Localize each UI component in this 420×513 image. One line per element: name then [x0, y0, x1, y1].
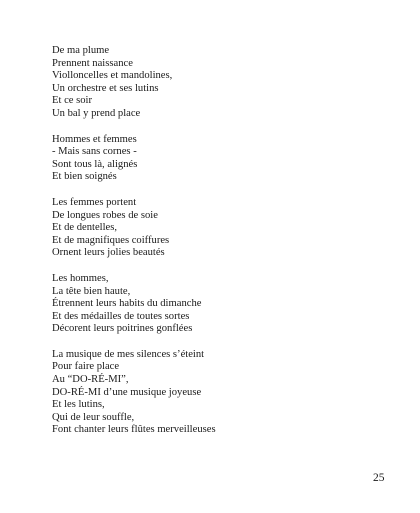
- poem-line: Sont tous là, alignés: [52, 158, 138, 170]
- poem-line: Étrennent leurs habits du dimanche: [52, 298, 202, 310]
- page-number: 25: [373, 472, 385, 484]
- poem-line: DO-RÉ-MI d’une musique joyeuse: [52, 386, 202, 398]
- stanza-3: [52, 197, 382, 260]
- poem-line: La musique de mes silences s’éteint: [52, 348, 205, 360]
- poem-line: Violloncelles et mandolines,: [52, 70, 173, 82]
- poem-line: - Mais sans cornes -: [52, 146, 137, 158]
- poem-line: Prennent naissance: [52, 57, 133, 69]
- poem-line: Hommes et femmes: [52, 133, 137, 145]
- poem-line: Les hommes,: [52, 272, 109, 284]
- poem-line: De ma plume: [52, 45, 110, 56]
- poem-line: De longues robes de soie: [52, 209, 158, 221]
- poem-line: La tête bien haute,: [52, 285, 131, 297]
- poem-line: Et de dentelles,: [52, 222, 118, 234]
- poem-line: Pour faire place: [52, 361, 120, 373]
- poem-line: Ornent leurs jolies beautés: [52, 247, 165, 259]
- stanza-1: [52, 45, 382, 121]
- poem-line: Et bien soignés: [52, 171, 117, 183]
- poem-line: Un bal y prend place: [52, 107, 141, 119]
- poem-line: Un orchestre et ses lutins: [52, 82, 159, 94]
- poem-line: Et des médailles de toutes sortes: [52, 310, 190, 322]
- poem-line: Et ce soir: [52, 95, 93, 107]
- poem-line: Décorent leurs poitrines gonflées: [52, 323, 193, 335]
- stanza-4: [52, 273, 382, 336]
- poem: [52, 45, 382, 450]
- poem-line: Les femmes portent: [52, 196, 137, 208]
- stanza-5: [52, 349, 382, 437]
- poem-line: Au “DO-RÉ-MI”,: [52, 374, 129, 386]
- poem-line: Font chanter leurs flûtes merveilleuses: [52, 424, 216, 436]
- poem-line: Et de magnifiques coiffures: [52, 234, 170, 246]
- poem-line: Et les lutins,: [52, 399, 105, 411]
- poem-line: Qui de leur souffle,: [52, 411, 135, 423]
- stanza-2: [52, 134, 382, 184]
